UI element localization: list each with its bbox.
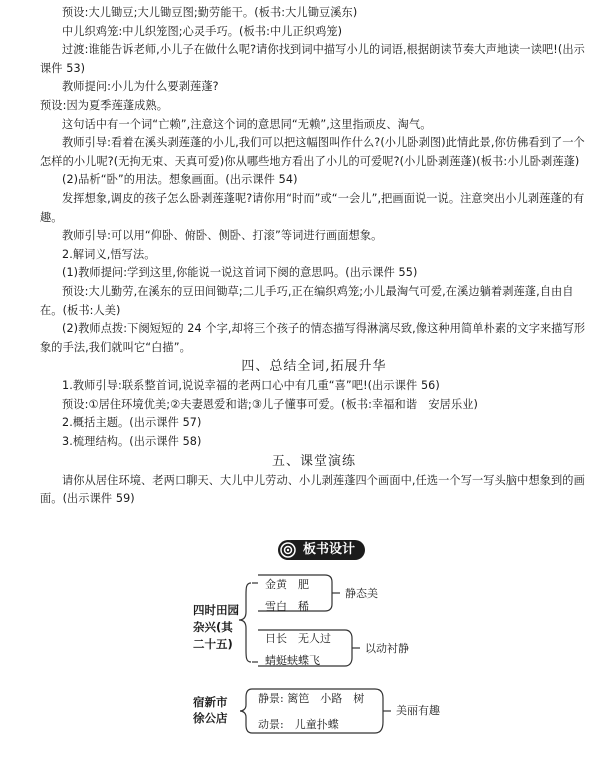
poem1-row4: 蜻蜓蛱蝶飞 [265, 654, 320, 667]
poem1-title-line1: 四时田园 [193, 603, 239, 617]
paragraph: 请你从居住环境、老两口聊天、大儿中儿劳动、小儿剥莲蓬四个画面中,任选一个写一写头脑中想象到的画面。(出示课件 59) [40, 473, 585, 506]
poem1-tag-dynamic: 以动衬静 [365, 642, 409, 655]
paragraph: 中儿织鸡笼:中儿织笼图;心灵手巧。(板书:中儿正织鸡笼) [62, 24, 343, 38]
lesson-section-summary [40, 377, 588, 451]
paragraph: 1.教师引导:联系整首词,说说幸福的老两口心中有几重“喜”吧!(出示课件 56) [62, 379, 440, 393]
document-body [40, 4, 588, 509]
board-title-badge [281, 540, 365, 560]
lesson-section-analysis [40, 4, 588, 357]
paragraph: (2)品析“卧”的用法。想象画面。(出示课件 54) [62, 173, 298, 187]
poem1-title-line3: 二十五) [193, 637, 233, 651]
paragraph: 教师引导:看着在溪头剥莲蓬的小儿,我们可以把这幅图叫作什么?(小儿卧剥图)此情此景,你仿佛看到了一个怎样的小儿呢?(无拘无束、天真可爱)你从哪些地方看出了小儿的可爱呢?(小儿卧剥莲蓬)(板书:小儿卧剥莲蓬) [40, 136, 585, 168]
section-heading-practice: 五、课堂演练 [271, 453, 356, 469]
brace-poem1 [239, 583, 251, 662]
paragraph: 教师提问:小儿为什么要剥莲蓬? [62, 80, 219, 94]
lesson-section-practice [40, 472, 588, 509]
paragraph: 过渡:谁能告诉老师,小儿子在做什么呢?请你找到词中描写小儿的词语,根据朗读节奏大声地读一读吧!(出示课件 53) [40, 43, 585, 75]
paragraph: (1)教师提问:学到这里,你能说一说这首词下阕的意思吗。(出示课件 55) [62, 266, 418, 280]
paragraph: 预设:①居住环境优美;②夫妻恩爱和谐;③儿子懂事可爱。(板书:幸福和谐 安居乐业) [62, 397, 478, 411]
board-title-text: 板书设计 [303, 542, 356, 557]
paragraph: (2)教师点拨:下阕短短的 24 个字,却将三个孩子的情态描写得淋漓尽致,像这种用简单朴素的文字来描写形象的手法,我们就叫它“白描”。 [40, 322, 586, 354]
poem1-row1: 金黄 肥 [265, 578, 309, 591]
paragraph: 教师引导:可以用“仰卧、俯卧、侧卧、打滚”等词进行画面想象。 [62, 229, 383, 243]
paragraph: 发挥想象,调皮的孩子怎么卧剥莲蓬呢?请你用“时而”或“一会儿”,把画面说一说。注意突出小儿剥莲蓬的有趣。 [40, 191, 585, 224]
poem2-row2: 动景: 儿童扑蝶 [258, 718, 339, 731]
poem1-row3: 日长 无人过 [265, 632, 331, 645]
poem2-row1: 静景: 篱笆 小路 树 [258, 692, 365, 705]
poem1-tag-static: 静态美 [345, 587, 378, 600]
poem2-title-line2: 徐公店 [193, 711, 228, 725]
paragraph: 3.梳理结构。(出示课件 58) [62, 435, 202, 449]
poem1-title-line2: 杂兴(其 [193, 620, 233, 634]
paragraph: 预设:因为夏季莲蓬成熟。 [40, 98, 169, 112]
paragraph: 2.概括主题。(出示课件 57) [62, 416, 202, 430]
paragraph: 这句话中有一个词“亡赖”,注意这个词的意思同“无赖”,这里指顽皮、淘气。 [62, 117, 432, 131]
poem1-row2: 雪白 稀 [265, 600, 309, 613]
section-heading-summary: 四、总结全词,拓展升华 [241, 359, 387, 375]
paragraph: 2.解词义,悟写法。 [62, 247, 156, 261]
board-design-title [281, 539, 365, 561]
poem2-title-line1: 宿新市 [193, 695, 228, 709]
poem2-tag: 美丽有趣 [396, 704, 440, 717]
paragraph: 预设:大儿勤劳,在溪东的豆田间锄草;二儿手巧,正在编织鸡笼;小儿最淘气可爱,在溪边躺着剥莲蓬,自由自在。(板书:人美) [40, 284, 574, 317]
target-icon [277, 539, 299, 561]
brace-poem2 [240, 689, 252, 733]
paragraph: 预设:大儿锄豆;大儿锄豆图;勤劳能干。(板书:大儿锄豆溪东) [62, 6, 358, 19]
